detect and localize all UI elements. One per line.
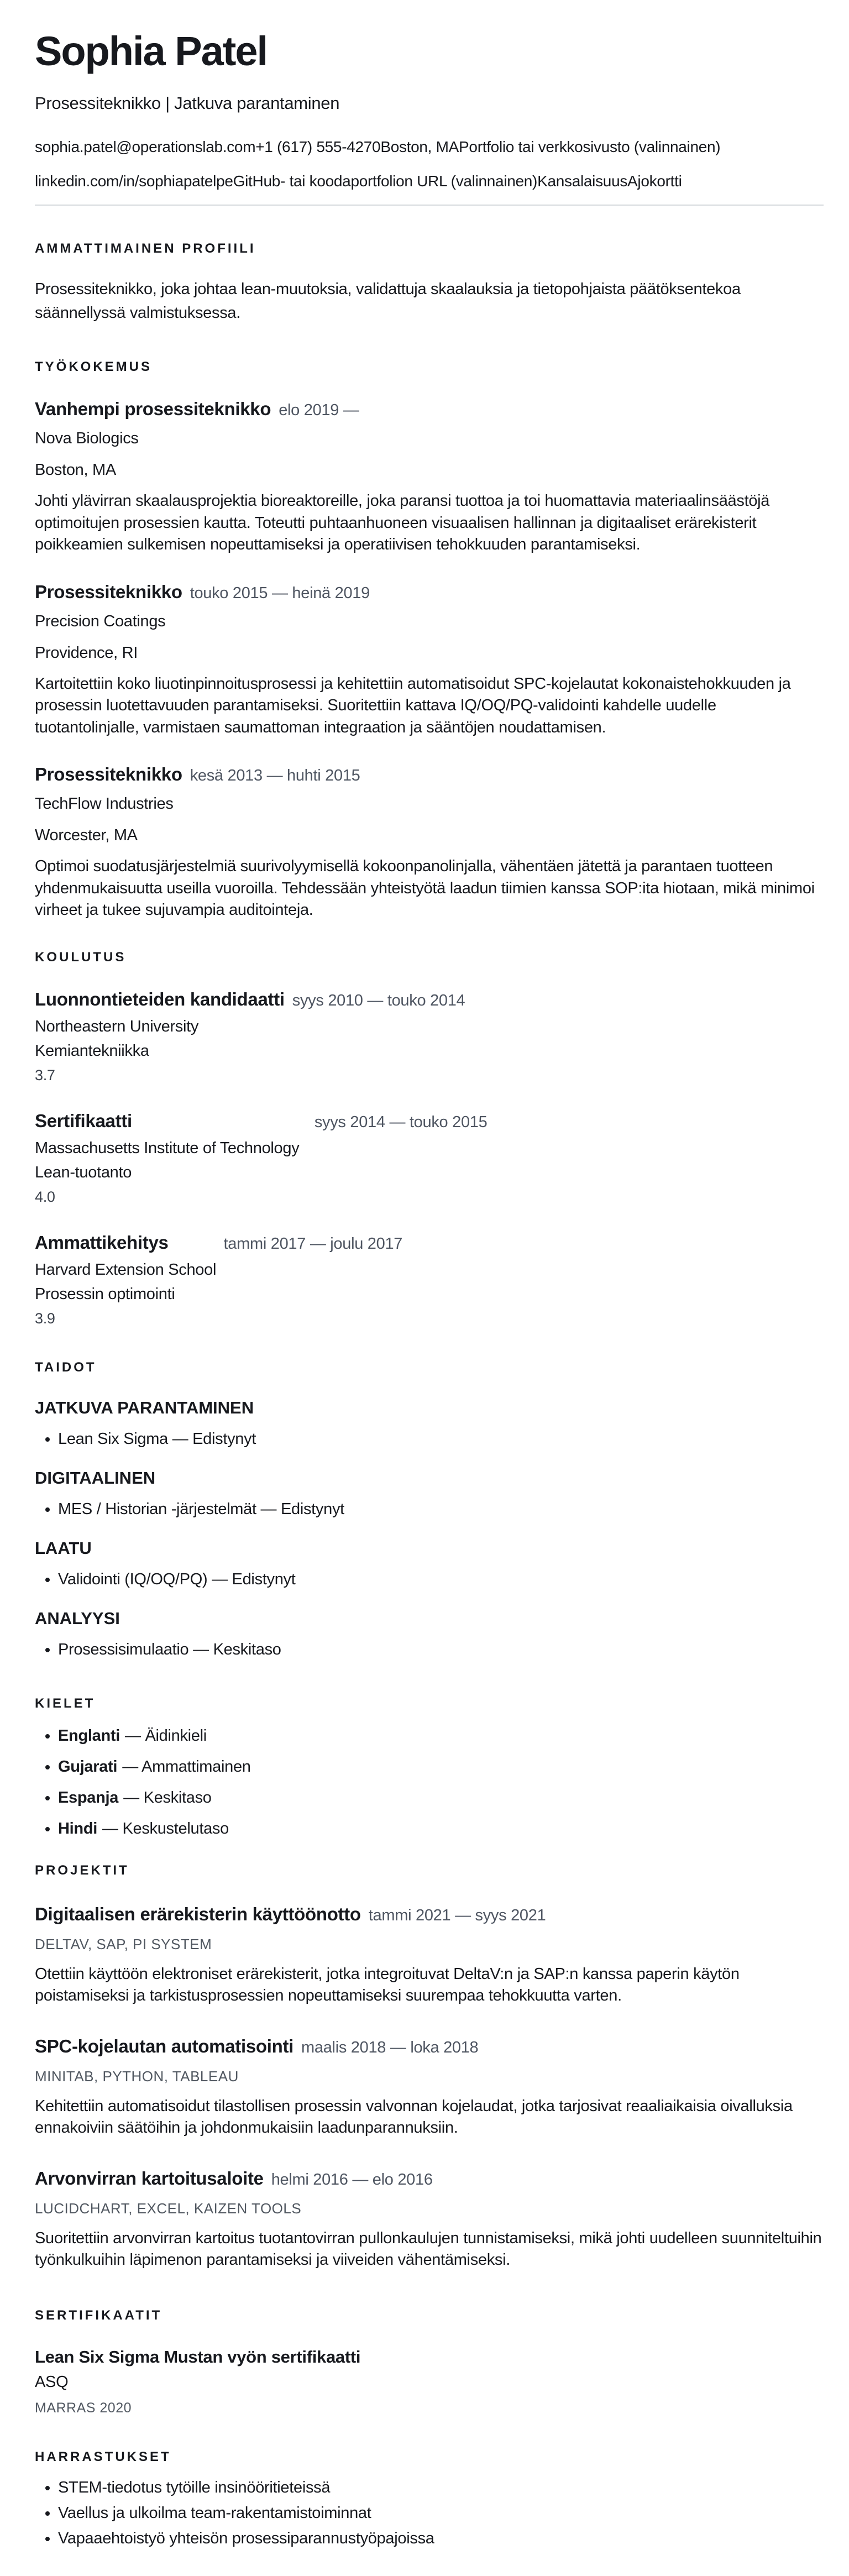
- language-name: Englanti: [58, 1726, 120, 1745]
- job-description: Optimoi suodatusjärjestelmiä suurivolyymisellä kokoonpanolinjalla, vähentäen jätettä ja parantaen tuotteen yhdenmukaisuutta useilla vuoroilla. Tehdessään yhteistyötä laadun tiimien kanssa SOP:ita hiotaan, mikä minimoi virheet ja tukee sujuvampia auditointeja.: [35, 857, 815, 919]
- project-title: SPC-kojelautan automatisointi: [35, 2035, 294, 2056]
- certification-title: Lean Six Sigma Mustan vyön sertifikaatti: [35, 2347, 361, 2366]
- header-divider: [35, 205, 824, 206]
- person-name: Sophia Patel: [35, 28, 268, 74]
- section-experience: [35, 359, 824, 922]
- project-description: Kehitettiin automatisoidut tilastollisen prosessin valvonnan kojelaudat, jotka tarjosivat reaaliaikaisia oivalluksia ennakoiviin säätöihin ja johdonmukaisiin laadunparannuksiin.: [35, 2097, 793, 2137]
- education-school: Massachusetts Institute of Technology: [35, 1139, 300, 1157]
- job-company: TechFlow Industries: [35, 795, 174, 813]
- project-tools: LUCIDCHART, EXCEL, KAIZEN TOOLS: [35, 2200, 302, 2217]
- project-dates: maalis 2018 — loka 2018: [301, 2038, 479, 2056]
- language-item: [58, 1788, 824, 1808]
- education-entry: [35, 1110, 824, 1206]
- section-skills: [35, 1360, 824, 1659]
- language-name: Hindi: [58, 1819, 97, 1837]
- project-entry: [35, 2035, 824, 2139]
- skill-list: [35, 1640, 824, 1659]
- section-languages: [35, 1696, 824, 1839]
- section-heading-experience: TYÖKOKEMUS: [35, 359, 153, 374]
- job-title: Prosessiteknikko: [35, 581, 182, 602]
- education-school: Northeastern University: [35, 1017, 199, 1035]
- job-description: Johti ylävirran skaalausprojektia bioreaktoreille, joka paransi tuottoa ja toi huomattavia materiaalinsäästöjä optimoitujen prosessien kautta. Toteutti puhtaanhuoneen visuaalisen hallinnan ja digitaaliset erärekisterit poikkeamien sulkemisen nopeuttamiseksi ja operatiivisen tehokkuuden parantamiseksi.: [35, 492, 770, 553]
- hobby-list: [35, 2478, 824, 2548]
- project-title: Digitaalisen erärekisterin käyttöönotto: [35, 1903, 361, 1924]
- person-headline: Prosessiteknikko | Jatkuva parantaminen: [35, 93, 340, 113]
- job-title-row: [35, 398, 824, 421]
- skill-list: [35, 1429, 824, 1449]
- job-location: Providence, RI: [35, 643, 138, 662]
- project-tools: MINITAB, PYTHON, TABLEAU: [35, 2067, 239, 2085]
- skill-group: [35, 1608, 824, 1659]
- skill-group: [35, 1397, 824, 1449]
- skill-category: LAATU: [35, 1538, 92, 1558]
- education-dates: syys 2010 — touko 2014: [292, 991, 465, 1009]
- language-level: — Äidinkieli: [125, 1726, 207, 1745]
- language-item: [58, 1757, 824, 1777]
- skill-category: DIGITAALINEN: [35, 1468, 156, 1488]
- resume-header: [35, 29, 824, 206]
- skill-item: • Lean Six Sigma — Edistynyt: [58, 1429, 824, 1449]
- hobby-item: • STEM-tiedotus tytöille insinööritieteissä: [58, 2478, 824, 2498]
- section-heading-profile: AMMATTIMAINEN PROFIILI: [35, 241, 256, 256]
- skill-category: JATKUVA PARANTAMINEN: [35, 1397, 254, 1417]
- language-level: — Keskitaso: [123, 1788, 212, 1807]
- contact-phone: +1 (617) 555-4270: [255, 138, 381, 155]
- job-company: Nova Biologics: [35, 430, 139, 447]
- project-title-row: [35, 2035, 824, 2059]
- project-entry: [35, 1903, 824, 2007]
- project-description: Suoritettiin arvonvirran kartoitus tuotantovirran pullonkaulujen tunnistamiseksi, mikä johti uudelleen suunniteltuihin työnkulkuihin läpimenon parantamiseksi ja viiveiden vähentämiseksi.: [35, 2229, 822, 2269]
- skill-item: • Prosessisimulaatio — Keskitaso: [58, 1640, 824, 1659]
- language-name: Espanja: [58, 1788, 119, 1807]
- language-list: [35, 1726, 824, 1839]
- certification-entry: [35, 2347, 824, 2416]
- education-title-row: [35, 1232, 824, 1255]
- section-heading-certifications: SERTIFIKAATIT: [35, 2307, 163, 2323]
- certification-date: MARRAS 2020: [35, 2400, 132, 2416]
- job-description: Kartoitettiin koko liuotinpinnoitusprosessi ja kehitettiin automatisoidut SPC-kojelautat kokonaistehokkuuden ja prosessin luotettavuuden parantamiseksi. Suoritettiin kattava IQ/OQ/PQ-validointi kahdelle uudelle tuotantolinjalle, varmistaen saumattoman integraation ja sääntöjen noudattamisen.: [35, 674, 791, 736]
- job-company: Precision Coatings: [35, 612, 166, 630]
- job-dates: touko 2015 — heinä 2019: [190, 584, 370, 602]
- skill-category: ANALYYSI: [35, 1608, 120, 1628]
- language-item: [58, 1726, 824, 1746]
- contact-line-1: [35, 138, 824, 156]
- language-level: — Keskustelutaso: [102, 1819, 229, 1837]
- education-degree: Ammattikehitys: [35, 1232, 169, 1253]
- certification-issuer: ASQ: [35, 2373, 69, 2391]
- education-title-row: [35, 1110, 824, 1133]
- project-title: Arvonvirran kartoitusaloite: [35, 2167, 264, 2188]
- project-title-row: [35, 2167, 824, 2191]
- job-entry: [35, 398, 824, 556]
- section-profile: [35, 241, 824, 325]
- job-entry: [35, 581, 824, 739]
- job-entry: [35, 763, 824, 922]
- language-level: — Ammattimainen: [122, 1757, 251, 1776]
- hobby-item: • Vapaaehtoistyö yhteisön prosessiparannustyöpajoissa: [58, 2528, 824, 2548]
- education-school: Harvard Extension School: [35, 1260, 217, 1279]
- section-heading-education: KOULUTUS: [35, 949, 127, 965]
- job-location: Worcester, MA: [35, 826, 138, 844]
- section-heading-projects: PROJEKTIT: [35, 1862, 129, 1878]
- education-title-row: [35, 988, 824, 1012]
- education-field: Prosessin optimointi: [35, 1285, 175, 1303]
- project-tools: DELTAV, SAP, PI SYSTEM: [35, 1935, 212, 1952]
- education-entry: [35, 988, 824, 1084]
- hobby-item: • Vaellus ja ulkoilma team-rakentamistoiminnat: [58, 2503, 824, 2523]
- education-degree: Luonnontieteiden kandidaatti: [35, 988, 285, 1009]
- contact-linkedin: linkedin.com/in/sophiapatelpe: [35, 172, 233, 190]
- education-entry: [35, 1232, 824, 1327]
- education-degree: Sertifikaatti: [35, 1110, 132, 1131]
- education-dates: syys 2014 — touko 2015: [314, 1113, 488, 1131]
- project-dates: helmi 2016 — elo 2016: [271, 2170, 433, 2188]
- section-hobbies: [35, 2449, 824, 2548]
- job-title: Prosessiteknikko: [35, 764, 182, 784]
- contact-line-2: [35, 172, 824, 190]
- section-certifications: [35, 2308, 824, 2416]
- contact-email: sophia.patel@operationslab.com: [35, 138, 256, 155]
- section-education: [35, 950, 824, 1327]
- job-title: Vanhempi prosessiteknikko: [35, 399, 271, 419]
- skill-group: [35, 1538, 824, 1589]
- project-dates: tammi 2021 — syys 2021: [368, 1906, 546, 1924]
- education-field: Kemiantekniikka: [35, 1041, 149, 1060]
- job-dates: elo 2019 —: [279, 401, 359, 419]
- contact-driving-license: Ajokortti: [627, 172, 682, 190]
- profile-summary: Prosessiteknikko, joka johtaa lean-muutoksia, validattuja skaalauksia ja tietopohjaista päätöksentekoa säännellyssä valmistuksessa.: [35, 280, 741, 322]
- project-title-row: [35, 1903, 824, 1926]
- project-description: Otettiin käyttöön elektroniset erärekisterit, jotka integroituvat DeltaV:n ja SAP:n kanssa paperin käytön poistamiseksi ja tarkistusprosessien nopeuttamiseksi suurempaa tehokkuutta varten.: [35, 1965, 740, 2004]
- job-title-row: [35, 581, 824, 604]
- skill-list: [35, 1499, 824, 1519]
- education-dates: tammi 2017 — joulu 2017: [223, 1234, 403, 1253]
- education-field: Lean-tuotanto: [35, 1163, 132, 1181]
- skill-group: [35, 1468, 824, 1519]
- job-title-row: [35, 763, 824, 787]
- education-gpa: 4.0: [35, 1188, 55, 1205]
- job-dates: kesä 2013 — huhti 2015: [190, 767, 360, 784]
- project-entry: [35, 2167, 824, 2271]
- section-heading-languages: KIELET: [35, 1695, 96, 1711]
- language-item: [58, 1819, 824, 1839]
- skill-item: • Validointi (IQ/OQ/PQ) — Edistynyt: [58, 1569, 824, 1589]
- contact-portfolio: Portfolio tai verkkosivusto (valinnainen): [459, 138, 721, 155]
- skill-list: [35, 1569, 824, 1589]
- education-gpa: 3.9: [35, 1310, 55, 1327]
- contact-github: GitHub- tai koodaportfolion URL (valinnainen): [233, 172, 538, 190]
- skill-item: • MES / Historian -järjestelmät — Edistynyt: [58, 1499, 824, 1519]
- section-heading-skills: TAIDOT: [35, 1359, 97, 1375]
- contact-citizenship: Kansalaisuus: [537, 172, 628, 190]
- contact-location: Boston, MA: [380, 138, 459, 155]
- education-gpa: 3.7: [35, 1066, 55, 1083]
- job-location: Boston, MA: [35, 461, 116, 479]
- section-heading-hobbies: HARRASTUKSET: [35, 2449, 171, 2464]
- section-projects: [35, 1863, 824, 2271]
- language-name: Gujarati: [58, 1757, 118, 1776]
